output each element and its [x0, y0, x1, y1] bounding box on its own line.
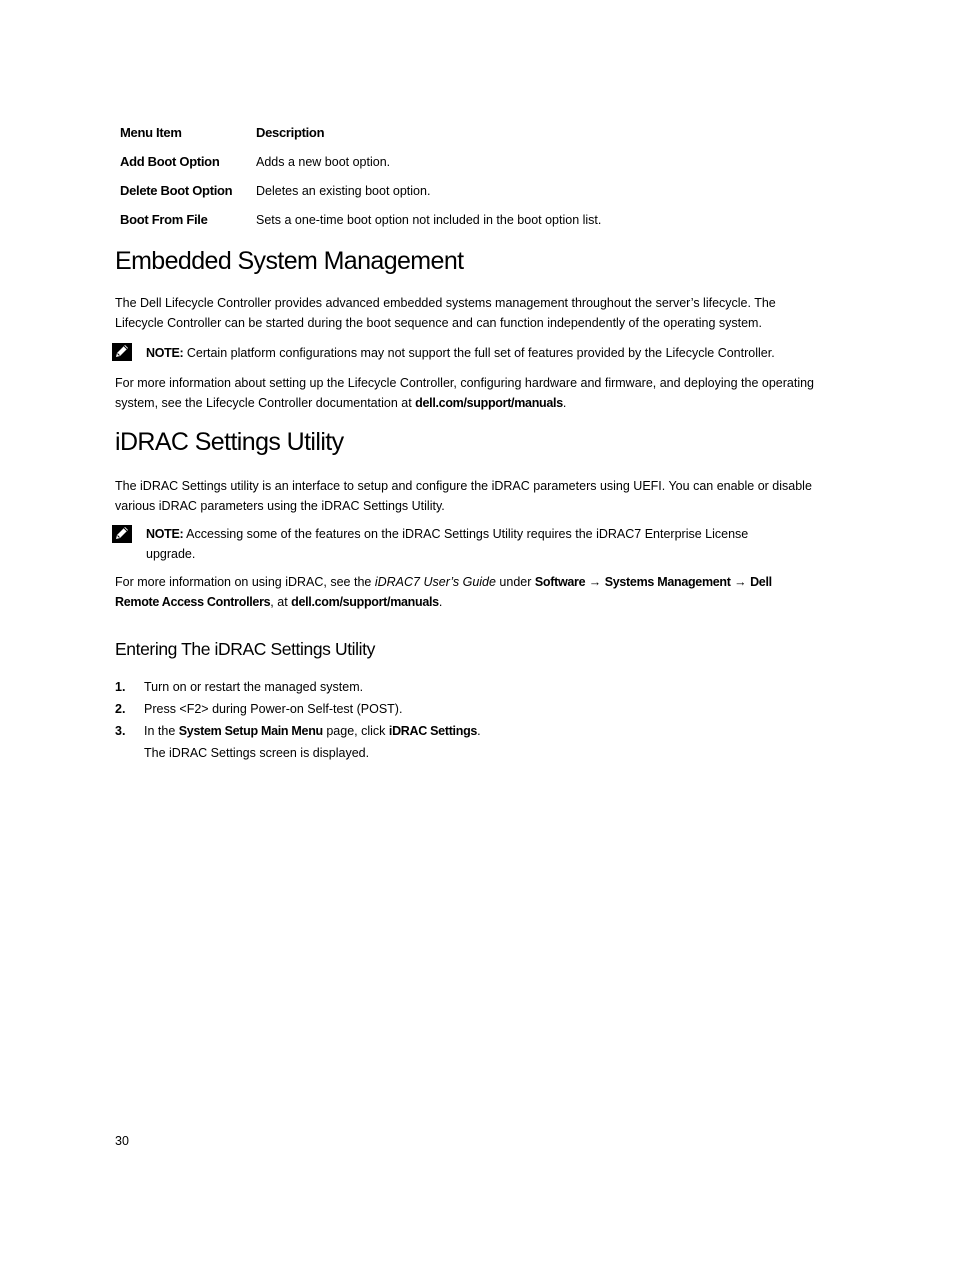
subsection-title: Entering The iDRAC Settings Utility	[115, 639, 375, 659]
note-text	[146, 343, 806, 363]
note-text	[146, 524, 786, 564]
step-result: The iDRAC Settings screen is displayed.	[144, 746, 370, 760]
support-link[interactable]: dell.com/support/manuals	[291, 595, 439, 609]
table-row	[120, 176, 601, 205]
section1-paragraph: The Dell Lifecycle Controller provides advanced embedded systems management throughout the server’s lifecycle. The Lifecycle Controller can be started during the boot sequence and can function independently of the operating system.	[115, 296, 776, 330]
text-run: .	[477, 724, 481, 738]
header-menu-item: Menu Item	[120, 125, 182, 140]
arrow-separator: →	[730, 575, 751, 589]
section1-more-info	[115, 373, 815, 413]
text-run: page, click	[322, 724, 389, 738]
nav-software: Software	[534, 575, 586, 589]
table-row	[120, 205, 601, 234]
arrow-separator: →	[585, 575, 605, 589]
note-body: Accessing some of the features on the iDRAC Settings Utility requires the iDRAC7 Enterprise License upgrade.	[146, 527, 749, 561]
text-run: .	[438, 595, 443, 609]
step-number: 2.	[115, 702, 126, 716]
text-run: , at	[270, 595, 292, 609]
step-text	[144, 720, 481, 742]
table-cell-item: Boot From File	[120, 212, 208, 227]
more-info-text: For more information about setting up the Lifecycle Controller, configuring hardware and firmware, and deploying the operating system, see the Lifecycle Controller documentation at	[115, 376, 815, 410]
header-description: Description	[256, 125, 325, 140]
step-text: Turn on or restart the managed system.	[144, 680, 364, 694]
section2-more-info	[115, 572, 805, 612]
section-title-idrac-settings-utility: iDRAC Settings Utility	[115, 428, 344, 456]
table-cell-description: Adds a new boot option.	[256, 154, 391, 169]
nav-systems-management: Systems Management	[604, 575, 731, 589]
page-number: 30	[115, 1134, 129, 1148]
text-run: For more information on using iDRAC, see the	[115, 575, 375, 589]
pencil-note-icon	[112, 525, 132, 543]
table-cell-item: Add Boot Option	[120, 154, 220, 169]
table-row	[120, 147, 601, 176]
text-run: under	[495, 575, 535, 589]
pencil-note-icon	[112, 343, 132, 361]
table-cell-description: Deletes an existing boot option.	[256, 183, 431, 198]
boot-menu-table	[120, 118, 601, 234]
note-label: NOTE:	[146, 527, 184, 541]
table-cell-description: Sets a one-time boot option not included in the boot option list.	[256, 212, 602, 227]
table-cell-item: Delete Boot Option	[120, 183, 233, 198]
step-number: 3.	[115, 724, 126, 738]
support-link[interactable]: dell.com/support/manuals	[415, 396, 563, 410]
nav-dell-remote-access-controllers: Dell Remote Access Controllers	[115, 575, 772, 609]
note-label: NOTE:	[146, 346, 184, 360]
section2-paragraph: The iDRAC Settings utility is an interface to setup and configure the iDRAC parameters using UEFI. You can enable or disable various iDRAC parameters using the iDRAC Settings Utility.	[115, 479, 812, 513]
table-header-row	[120, 118, 601, 147]
idrac-settings: iDRAC Settings	[388, 724, 478, 738]
text-run: In the	[144, 724, 179, 738]
step-number: 1.	[115, 680, 126, 694]
note-body: Certain platform configurations may not support the full set of features provided by the Lifecycle Controller.	[183, 346, 775, 360]
system-setup-main-menu: System Setup Main Menu	[178, 724, 323, 738]
user-guide-title: iDRAC7 User’s Guide	[374, 575, 496, 589]
more-info-end: .	[562, 396, 567, 410]
step-text: Press <F2> during Power-on Self-test (POST).	[144, 702, 403, 716]
section-title-embedded-system-management: Embedded System Management	[115, 247, 464, 275]
